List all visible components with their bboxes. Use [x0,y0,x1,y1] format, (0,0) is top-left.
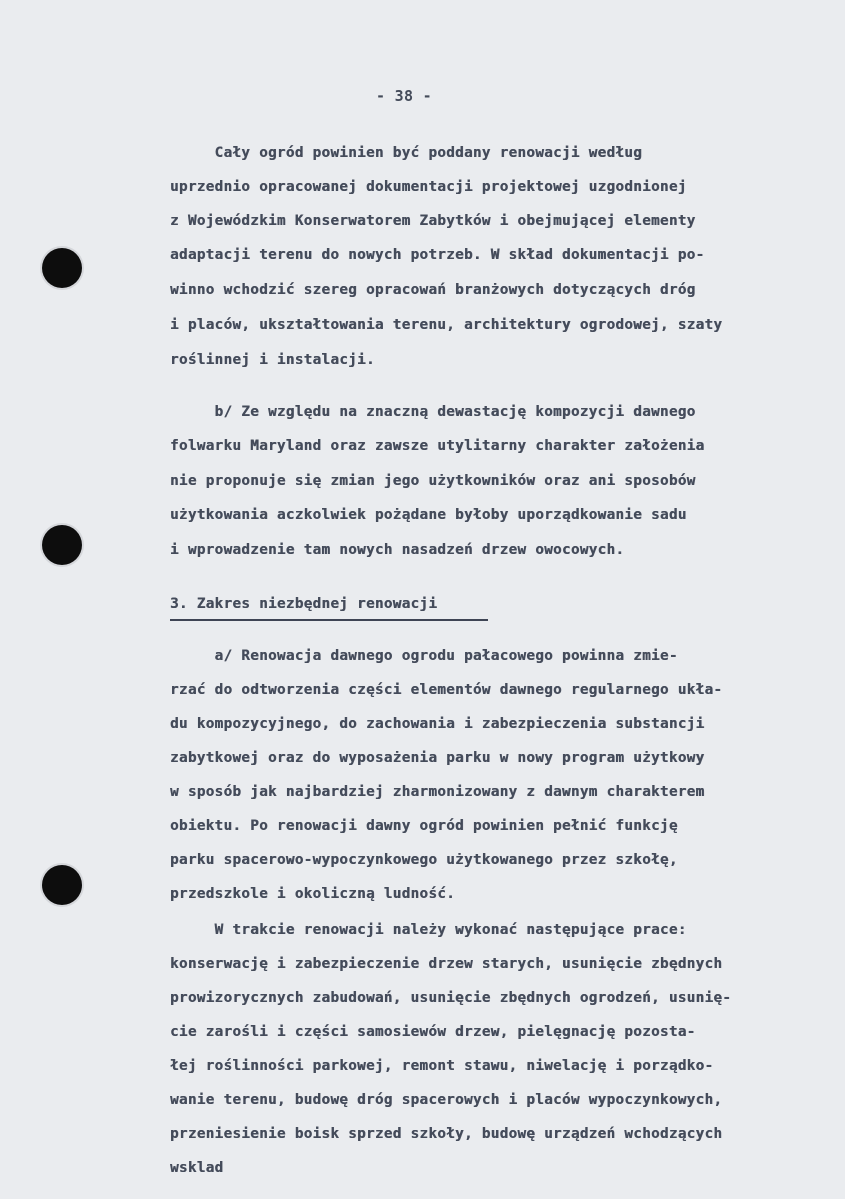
text-line: łej roślinności parkowej, remont stawu, niwelację i porządko- [170,1058,714,1074]
text-line: wanie terenu, budowę dróg spacerowych i placów wypoczynkowych, [170,1092,723,1108]
section-heading: 3. Zakres niezbędnej renowacji [170,596,438,612]
text-line: z Wojewódzkim Konserwatorem Zabytków i obejmującej elementy [170,213,696,229]
text-line: konserwację i zabezpieczenie drzew starych, usunięcie zbędnych [170,956,723,972]
text-line: parku spacerowo-wypoczynkowego użytkowanego przez szkołę, [170,852,678,868]
text-line: winno wchodzić szereg opracowań branżowych dotyczących dróg [170,282,696,298]
text-line: w sposób jak najbardziej zharmonizowany z dawnym charakterem [170,784,705,800]
page-number: - 38 - [376,87,432,105]
text-line: cie zarośli i części samosiewów drzew, pielęgnację pozosta- [170,1024,696,1040]
text-line: Cały ogród powinien być poddany renowacji według [170,145,643,161]
text-line: zabytkowej oraz do wyposażenia parku w nowy program użytkowy [170,750,705,766]
text-line: nie proponuje się zmian jego użytkowników oraz ani sposobów [170,473,696,489]
text-line: przedszkole i okoliczną ludność. [170,886,456,902]
text-line: W trakcie renowacji należy wykonać następujące prace: [170,922,687,938]
text-line: użytkowania aczkolwiek pożądane byłoby uporządkowanie sadu [170,507,687,523]
text-line: prowizorycznych zabudowań, usunięcie zbędnych ogrodzeń, usunię- [170,990,732,1006]
text-line: folwarku Maryland oraz zawsze utylitarny charakter założenia [170,438,705,454]
text-line: wsklad [170,1160,224,1176]
text-line: du kompozycyjnego, do zachowania i zabezpieczenia substancji [170,716,705,732]
text-line: i placów, ukształtowania terenu, architektury ogrodowej, szaty [170,317,723,333]
text-line: b/ Ze względu na znaczną dewastację kompozycji dawnego [170,404,696,420]
text-line: obiektu. Po renowacji dawny ogród powinien pełnić funkcję [170,818,678,834]
text-line: uprzednio opracowanej dokumentacji projektowej uzgodnionej [170,179,687,195]
text-line: przeniesienie boisk sprzed szkoły, budowę urządzeń wchodzących [170,1126,723,1142]
text-line: i wprowadzenie tam nowych nasadzeń drzew owocowych. [170,542,625,558]
text-line: a/ Renowacja dawnego ogrodu pałacowego powinna zmie- [170,648,678,664]
text-line: adaptacji terenu do nowych potrzeb. W skład dokumentacji po- [170,247,705,263]
text-line: rzać do odtworzenia części elementów dawnego regularnego ukła- [170,682,723,698]
heading-underline [170,619,488,621]
text-line: roślinnej i instalacji. [170,352,375,368]
